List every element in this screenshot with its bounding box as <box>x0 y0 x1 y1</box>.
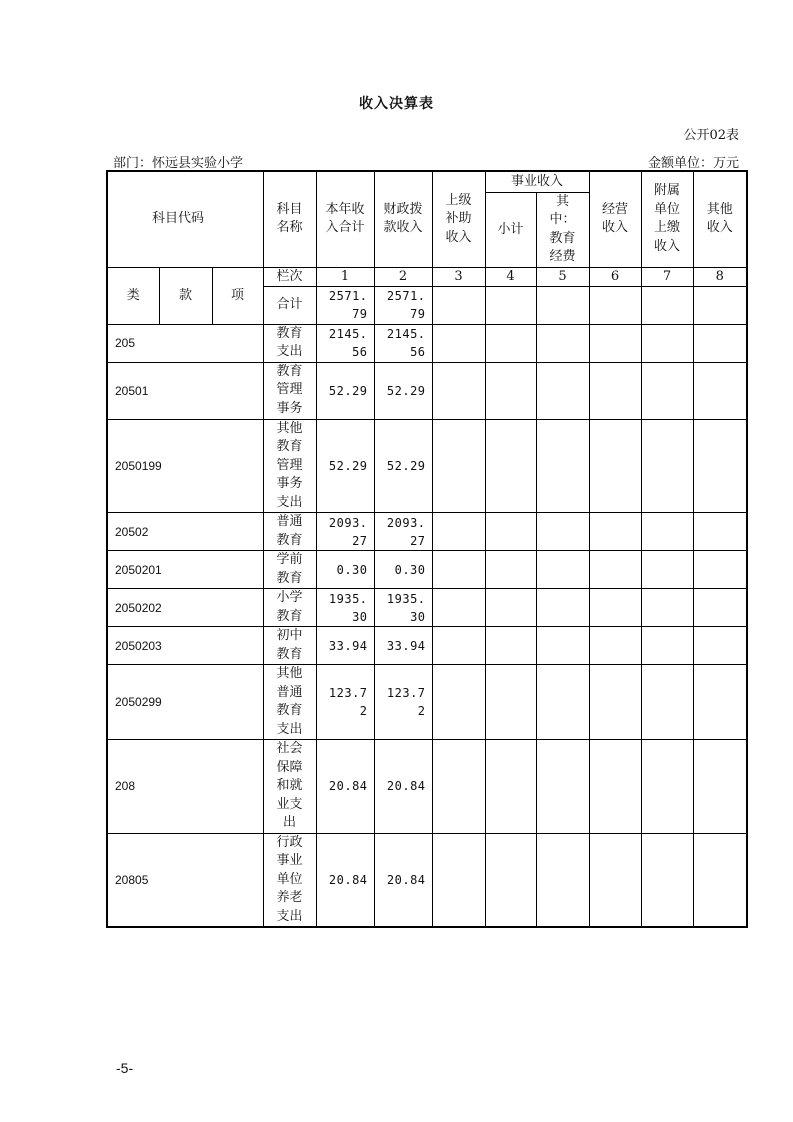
empty-cell <box>536 419 589 513</box>
subject-code-cell: 2050199 <box>107 419 263 513</box>
annual-total-cell: 20.84 <box>316 833 374 927</box>
annual-total-cell: 2145.56 <box>316 324 374 362</box>
empty-cell <box>485 740 536 834</box>
fiscal-appropriation-cell: 0.30 <box>374 551 432 589</box>
empty-cell <box>693 362 747 419</box>
fiscal-appropriation-cell: 2093.27 <box>374 513 432 551</box>
empty-cell <box>693 513 747 551</box>
table-row <box>107 324 747 362</box>
empty-cell <box>589 627 641 665</box>
empty-cell <box>536 551 589 589</box>
empty-cell <box>432 419 485 513</box>
empty-cell <box>589 286 641 324</box>
empty-cell <box>589 665 641 740</box>
empty-cell <box>432 513 485 551</box>
business-income-header: 事业收入 <box>485 171 589 192</box>
empty-cell <box>536 740 589 834</box>
empty-cell <box>432 589 485 627</box>
empty-cell <box>693 665 747 740</box>
empty-cell <box>432 833 485 927</box>
subject-name-header: 科目名称 <box>263 171 316 267</box>
column-number: 4 <box>485 267 536 286</box>
affiliated-payment-header: 附属单位上缴收入 <box>641 171 693 267</box>
empty-cell <box>432 324 485 362</box>
xiang-header: 项 <box>212 267 263 324</box>
superior-subsidy-header: 上级补助收入 <box>432 171 485 267</box>
empty-cell <box>485 589 536 627</box>
fiscal-appropriation-cell: 20.84 <box>374 740 432 834</box>
subject-name-cell: 其他普通教育支出 <box>263 665 316 740</box>
empty-cell <box>589 419 641 513</box>
header-row-1 <box>107 171 747 192</box>
empty-cell <box>641 740 693 834</box>
table-row <box>107 362 747 419</box>
fiscal-appropriation-cell: 1935.30 <box>374 589 432 627</box>
subject-code-cell: 2050202 <box>107 589 263 627</box>
empty-cell <box>536 589 589 627</box>
empty-cell <box>432 286 485 324</box>
fiscal-appropriation-header: 财政拨款收入 <box>374 171 432 267</box>
empty-cell <box>693 740 747 834</box>
amount-unit-label: 金额单位：万元 <box>647 156 739 171</box>
subject-code-cell: 20502 <box>107 513 263 551</box>
empty-cell <box>641 833 693 927</box>
subject-name-cell: 教育管理事务 <box>263 362 316 419</box>
fiscal-appropriation-cell: 52.29 <box>374 362 432 419</box>
table-row <box>107 627 747 665</box>
subject-code-cell: 20501 <box>107 362 263 419</box>
annual-total-cell: 20.84 <box>316 740 374 834</box>
table-row <box>107 419 747 513</box>
empty-cell <box>693 419 747 513</box>
table-row <box>107 740 747 834</box>
empty-cell <box>485 627 536 665</box>
subject-name-cell: 行政事业单位养老支出 <box>263 833 316 927</box>
subject-code-header <box>107 171 263 267</box>
annual-total-cell: 52.29 <box>316 419 374 513</box>
subject-code-cell: 208 <box>107 740 263 834</box>
empty-cell <box>589 589 641 627</box>
table-row <box>107 833 747 927</box>
subtotal-header: 小计 <box>485 192 536 267</box>
column-number: 8 <box>693 267 747 286</box>
annual-total-cell: 1935.30 <box>316 589 374 627</box>
empty-cell <box>641 324 693 362</box>
empty-cell <box>485 419 536 513</box>
income-final-accounts-table <box>106 170 748 928</box>
fiscal-appropriation-cell: 20.84 <box>374 833 432 927</box>
subject-name-cell: 普通教育 <box>263 513 316 551</box>
empty-cell <box>693 627 747 665</box>
table-number: 公开02表 <box>683 128 739 143</box>
column-number: 3 <box>432 267 485 286</box>
empty-cell <box>485 833 536 927</box>
other-income-header: 其他收入 <box>693 171 747 267</box>
annual-total-header: 本年收入合计 <box>316 171 374 267</box>
page-title: 收入决算表 <box>359 96 434 112</box>
kuan-header: 款 <box>159 267 212 324</box>
empty-cell <box>641 286 693 324</box>
page-number: -5- <box>116 1060 134 1076</box>
empty-cell <box>485 324 536 362</box>
empty-cell <box>432 551 485 589</box>
department-label: 部门：怀远县实验小学 <box>113 156 244 171</box>
empty-cell <box>485 551 536 589</box>
fiscal-appropriation-cell: 2145.56 <box>374 324 432 362</box>
subject-name-cell: 小学教育 <box>263 589 316 627</box>
of-which-education-header: 其中：教育经费 <box>536 192 589 267</box>
subject-name-cell: 学前教育 <box>263 551 316 589</box>
empty-cell <box>485 665 536 740</box>
column-index-label: 栏次 <box>263 267 316 286</box>
subject-name-cell: 其他教育管理事务支出 <box>263 419 316 513</box>
subject-name-cell: 教育支出 <box>263 324 316 362</box>
empty-cell <box>536 665 589 740</box>
empty-cell <box>693 286 747 324</box>
empty-cell <box>589 513 641 551</box>
subject-code-cell: 205 <box>107 324 263 362</box>
column-index-row <box>107 267 747 286</box>
subject-code-cell: 2050203 <box>107 627 263 665</box>
empty-cell <box>589 324 641 362</box>
column-number: 1 <box>316 267 374 286</box>
subject-code-cell: 2050201 <box>107 551 263 589</box>
subject-name-cell: 初中教育 <box>263 627 316 665</box>
total-label: 合计 <box>263 286 316 324</box>
empty-cell <box>641 419 693 513</box>
empty-cell <box>536 324 589 362</box>
column-number: 7 <box>641 267 693 286</box>
subject-code-label: 科目代码 <box>152 211 205 227</box>
empty-cell <box>693 324 747 362</box>
empty-cell <box>432 665 485 740</box>
empty-cell <box>432 740 485 834</box>
empty-cell <box>536 362 589 419</box>
column-number: 5 <box>536 267 589 286</box>
empty-cell <box>536 513 589 551</box>
empty-cell <box>641 551 693 589</box>
fiscal-appropriation-cell: 123.72 <box>374 665 432 740</box>
empty-cell <box>536 286 589 324</box>
empty-cell <box>536 627 589 665</box>
annual-total-cell: 123.72 <box>316 665 374 740</box>
empty-cell <box>641 362 693 419</box>
table-row <box>107 665 747 740</box>
subject-code-cell: 20805 <box>107 833 263 927</box>
lei-header: 类 <box>107 267 159 324</box>
empty-cell <box>589 833 641 927</box>
empty-cell <box>589 551 641 589</box>
subject-code-cell: 2050299 <box>107 665 263 740</box>
empty-cell <box>536 833 589 927</box>
subject-name-cell: 社会保障和就业支出 <box>263 740 316 834</box>
empty-cell <box>432 627 485 665</box>
table-row <box>107 551 747 589</box>
empty-cell <box>641 589 693 627</box>
empty-cell <box>693 589 747 627</box>
empty-cell <box>641 513 693 551</box>
operating-income-header: 经营收入 <box>589 171 641 267</box>
empty-cell <box>432 362 485 419</box>
empty-cell <box>641 627 693 665</box>
annual-total-cell: 2093.27 <box>316 513 374 551</box>
fiscal-appropriation-cell: 52.29 <box>374 419 432 513</box>
table-row <box>107 589 747 627</box>
annual-total-cell: 33.94 <box>316 627 374 665</box>
empty-cell <box>485 513 536 551</box>
empty-cell <box>693 833 747 927</box>
total-annual-amount: 2571.79 <box>316 286 374 324</box>
empty-cell <box>589 740 641 834</box>
fiscal-appropriation-cell: 33.94 <box>374 627 432 665</box>
empty-cell <box>641 665 693 740</box>
empty-cell <box>485 286 536 324</box>
annual-total-cell: 52.29 <box>316 362 374 419</box>
table-row <box>107 513 747 551</box>
empty-cell <box>485 362 536 419</box>
column-number: 6 <box>589 267 641 286</box>
column-number: 2 <box>374 267 432 286</box>
annual-total-cell: 0.30 <box>316 551 374 589</box>
empty-cell <box>589 362 641 419</box>
empty-cell <box>693 551 747 589</box>
total-fiscal-amount: 2571.79 <box>374 286 432 324</box>
